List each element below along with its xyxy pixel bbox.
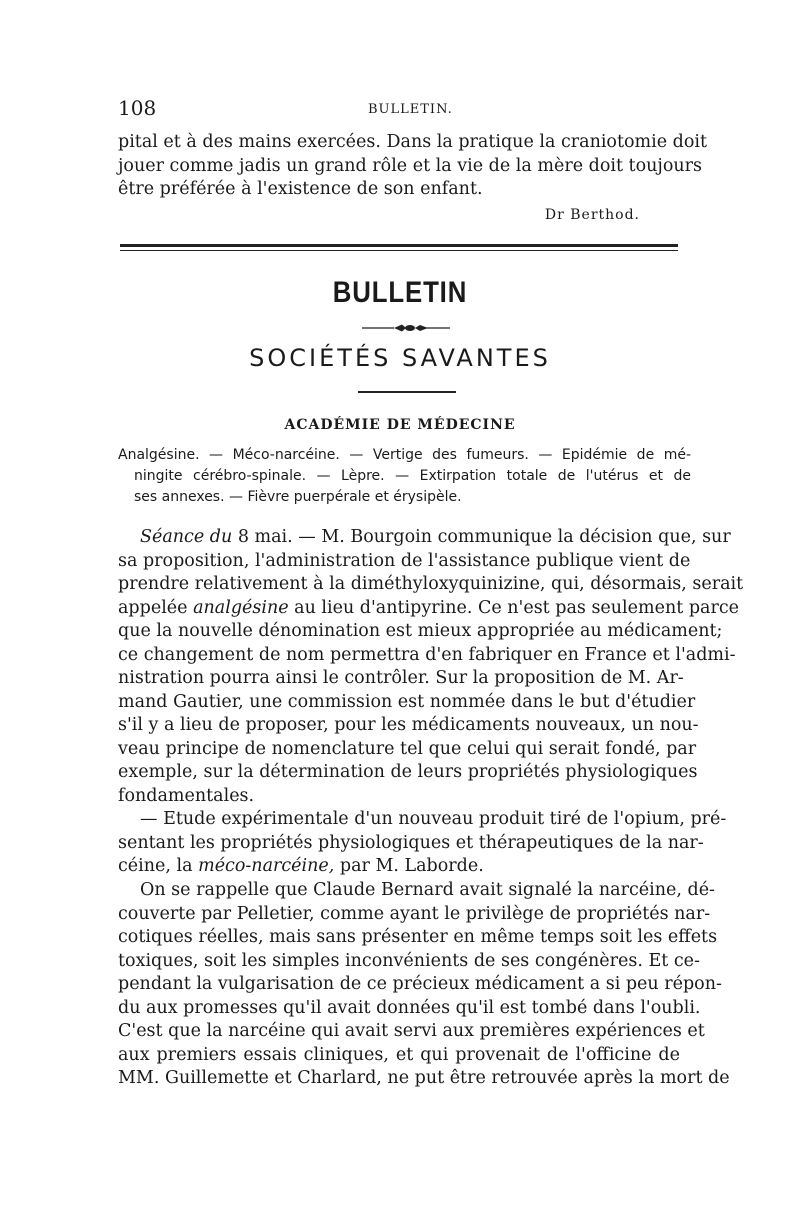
- text-line: mand Gautier, une commission est nommée dans le but d'étudier: [118, 691, 696, 712]
- text-line: pital et à des mains exercées. Dans la pratique la craniotomie doit: [118, 132, 708, 152]
- page-number: 108: [118, 96, 157, 120]
- text-line: [118, 526, 731, 550]
- separator-rule-thin: [120, 250, 678, 251]
- author-signature: Dr Berthod.: [544, 207, 640, 223]
- section-heading: ACADÉMIE DE MÉDECINE: [284, 417, 516, 433]
- text-line: MM. Guillemette et Charlard, ne put être retrouvée après la mort de: [118, 1068, 730, 1088]
- bulletin-title: BULLETIN: [332, 276, 468, 309]
- text-run: au lieu d'antipyrine. Ce n'est pas seulement parce: [288, 597, 739, 618]
- running-head: [118, 96, 680, 126]
- summary-line: ningite cérébro-spinale. — Lèpre. — Extirpation totale de l'utérus et de: [134, 468, 691, 484]
- text-line: toxiques, soit les simples inconvénients de ses congénères. Et ce-: [118, 950, 700, 971]
- paragraph-meco-narceine: [118, 808, 727, 879]
- bulletin-subtitle: SOCIÉTÉS SAVANTES: [249, 344, 551, 372]
- text-line: aux premiers essais cliniques, et qui provenait de l'officine de: [118, 1044, 680, 1065]
- italic-term: méco-narcéine,: [198, 856, 335, 876]
- paragraph-seance: [118, 526, 744, 808]
- text-line: sentant les propriétés physiologiques et thérapeutiques de la nar-: [118, 832, 704, 853]
- text-run: 8 mai. — M. Bourgoin communique la décision que, sur: [232, 527, 731, 547]
- text-run: appelée: [118, 597, 194, 618]
- text-line: couverte par Pelletier, comme ayant le privilège de propriétés nar-: [118, 903, 711, 924]
- text-run: par M. Laborde.: [334, 856, 484, 876]
- text-line: nistration pourra ainsi le contrôler. Sur la proposition de M. Ar-: [118, 668, 684, 688]
- text-line: sa proposition, l'administration de l'assistance publique vient de: [118, 550, 691, 571]
- text-line: que la nouvelle dénomination est mieux appropriée au médicament;: [118, 621, 723, 641]
- ornament-divider: [360, 322, 452, 334]
- session-summary: [118, 445, 691, 508]
- previous-article-ending: [118, 131, 708, 202]
- paragraph-narceine-history: [118, 879, 730, 1091]
- text-line: cotiques réelles, mais sans présenter en même temps soit les effets: [118, 927, 718, 947]
- text-line: fondamentales.: [118, 785, 255, 806]
- separator-rule-thick: [120, 244, 678, 247]
- italic-term: analgésine: [193, 597, 289, 618]
- text-line: [118, 855, 680, 879]
- text-line: exemple, sur la détermination de leurs propriétés physiologiques: [118, 762, 698, 782]
- text-line: C'est que la narcéine qui avait servi aux premières expériences et: [118, 1021, 705, 1041]
- summary-line: ses annexes. — Fièvre puerpérale et érysipèle.: [134, 489, 462, 505]
- text-line: du aux promesses qu'il avait données qu'il est tombé dans l'oubli.: [118, 997, 701, 1018]
- text-line: s'il y a lieu de proposer, pour les médicaments nouveaux, un nou-: [118, 715, 699, 735]
- text-line: ce changement de nom permettra d'en fabriquer en France et l'admi-: [118, 644, 736, 665]
- text-line: veau principe de nomenclature tel que celui qui serait fondé, par: [118, 738, 697, 759]
- text-line: On se rappelle que Claude Bernard avait signalé la narcéine, dé-: [140, 880, 715, 900]
- text-line: pendant la vulgarisation de ce précieux médicament a si peu répon-: [118, 974, 722, 994]
- text-line: prendre relativement à la diméthyloxyquinizine, qui, désormais, serait: [118, 574, 744, 594]
- running-title: BULLETIN.: [368, 102, 453, 117]
- session-date-label: Séance du: [140, 527, 233, 547]
- text-line: [118, 597, 739, 621]
- text-line: être préférée à l'existence de son enfant.: [118, 179, 483, 199]
- summary-line: Analgésine. — Méco-narcéine. — Vertige des fumeurs. — Epidémie de mé-: [118, 447, 691, 463]
- text-line: jouer comme jadis un grand rôle et la vie de la mère doit toujours: [118, 155, 702, 176]
- text-run: céine, la: [118, 856, 199, 876]
- text-line: — Etude expérimentale d'un nouveau produit tiré de l'opium, pré-: [140, 809, 727, 829]
- short-rule: [358, 391, 456, 393]
